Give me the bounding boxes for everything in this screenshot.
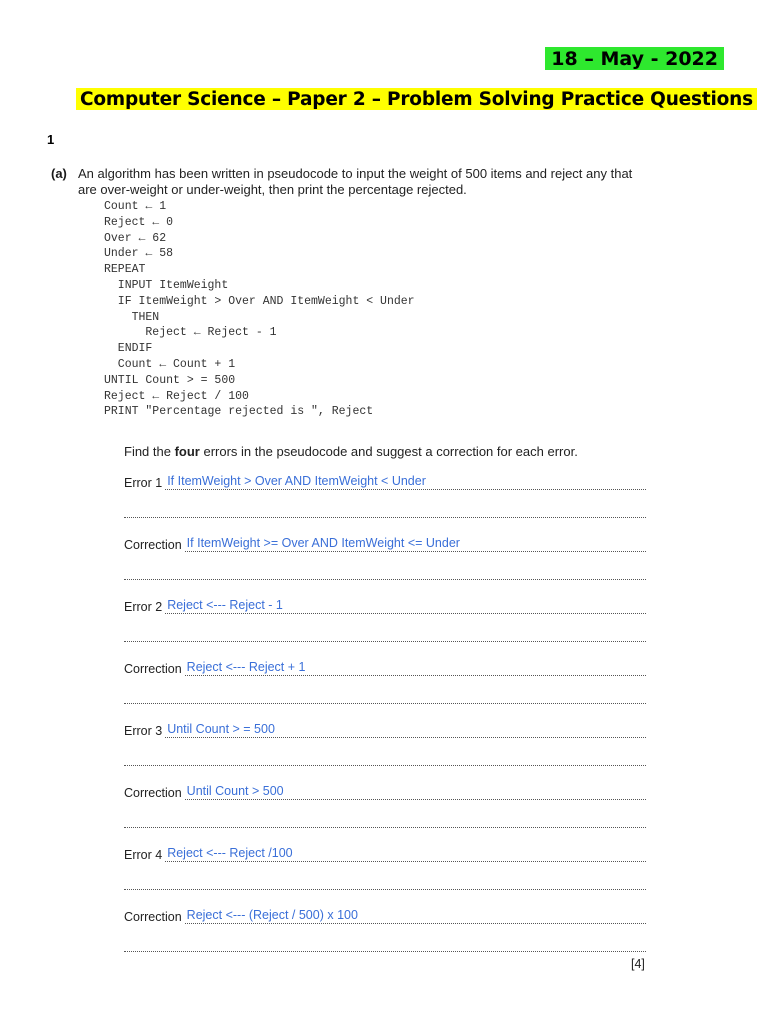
- marks-allocation: [4]: [631, 957, 645, 971]
- answer-label: Correction: [124, 910, 182, 924]
- dotted-line: [185, 657, 646, 676]
- code-line: Over ← 62: [104, 231, 167, 245]
- answer-label: Error 2: [124, 600, 163, 614]
- instruction-text: [124, 444, 578, 459]
- handwritten-answer: Until Count > 500: [186, 784, 284, 798]
- answer-label: Error 1: [124, 476, 163, 490]
- answer-label: Correction: [124, 662, 182, 676]
- question-intro: An algorithm has been written in pseudocode to input the weight of 500 items and reject any that are over-weight or under-weight, then print the percentage rejected.: [78, 166, 633, 197]
- page-title: Computer Science – Paper 2 – Problem Solving Practice Questions: [76, 88, 757, 110]
- blank-answer-line: [124, 641, 646, 642]
- blank-answer-line: [124, 827, 646, 828]
- code-line: Reject ← 0: [104, 215, 174, 229]
- blank-answer-line: [124, 703, 646, 704]
- dotted-line: [165, 595, 646, 614]
- answer-line-correction-3[interactable]: [124, 782, 646, 800]
- handwritten-answer: Until Count > = 500: [167, 722, 275, 736]
- code-line: Count ← 1: [104, 200, 167, 213]
- answer-label: Correction: [124, 538, 182, 552]
- dotted-line: [185, 905, 646, 924]
- dotted-line: [165, 843, 646, 862]
- blank-answer-line: [124, 517, 646, 518]
- code-line: PRINT "Percentage rejected is ", Reject: [104, 405, 374, 419]
- dotted-line: [185, 781, 646, 800]
- answer-line-correction-2[interactable]: [124, 658, 646, 676]
- question-number: 1: [47, 132, 55, 147]
- handwritten-answer: Reject <--- Reject + 1: [186, 660, 306, 674]
- dotted-line: [165, 719, 646, 738]
- answer-line-correction-1[interactable]: [124, 534, 646, 552]
- answer-label: Correction: [124, 786, 182, 800]
- blank-answer-line: [124, 889, 646, 890]
- answer-line-error-1[interactable]: [124, 472, 646, 490]
- date-highlight: 18 – May - 2022: [545, 47, 724, 70]
- answer-line-error-2[interactable]: [124, 596, 646, 614]
- answer-label: Error 3: [124, 724, 163, 738]
- blank-answer-line: [124, 579, 646, 580]
- handwritten-answer: Reject <--- (Reject / 500) x 100: [186, 908, 358, 922]
- code-line: THEN: [104, 310, 160, 324]
- code-line: IF ItemWeight > Over AND ItemWeight < Under: [104, 294, 415, 308]
- code-line: Count ← Count + 1: [104, 357, 236, 371]
- blank-answer-line: [124, 951, 646, 952]
- code-line: UNTIL Count > = 500: [104, 373, 236, 387]
- answer-line-error-4[interactable]: [124, 844, 646, 862]
- code-line: REPEAT: [104, 263, 146, 277]
- blank-answer-line: [124, 765, 646, 766]
- code-line: Reject ← Reject - 1: [104, 326, 277, 340]
- code-line: Reject ← Reject / 100: [104, 389, 249, 403]
- handwritten-answer: If ItemWeight >= Over AND ItemWeight <= Under: [186, 536, 460, 550]
- answer-line-error-3[interactable]: [124, 720, 646, 738]
- answer-line-correction-4[interactable]: [124, 906, 646, 924]
- handwritten-answer: Reject <--- Reject - 1: [167, 598, 283, 612]
- dotted-line: [165, 471, 646, 490]
- question-part: (a): [51, 166, 67, 181]
- instruction-emphasis: four: [174, 444, 200, 459]
- pseudocode-block: [104, 199, 415, 420]
- code-line: ENDIF: [104, 342, 153, 356]
- dotted-line: [185, 533, 646, 552]
- instruction-part: errors in the pseudocode and suggest a correction for each error.: [199, 444, 578, 459]
- code-line: INPUT ItemWeight: [104, 278, 229, 292]
- instruction-part: Find the: [124, 444, 175, 459]
- answer-label: Error 4: [124, 848, 163, 862]
- handwritten-answer: Reject <--- Reject /100: [167, 846, 293, 860]
- handwritten-answer: If ItemWeight > Over AND ItemWeight < Under: [167, 474, 426, 488]
- code-line: Under ← 58: [104, 247, 174, 261]
